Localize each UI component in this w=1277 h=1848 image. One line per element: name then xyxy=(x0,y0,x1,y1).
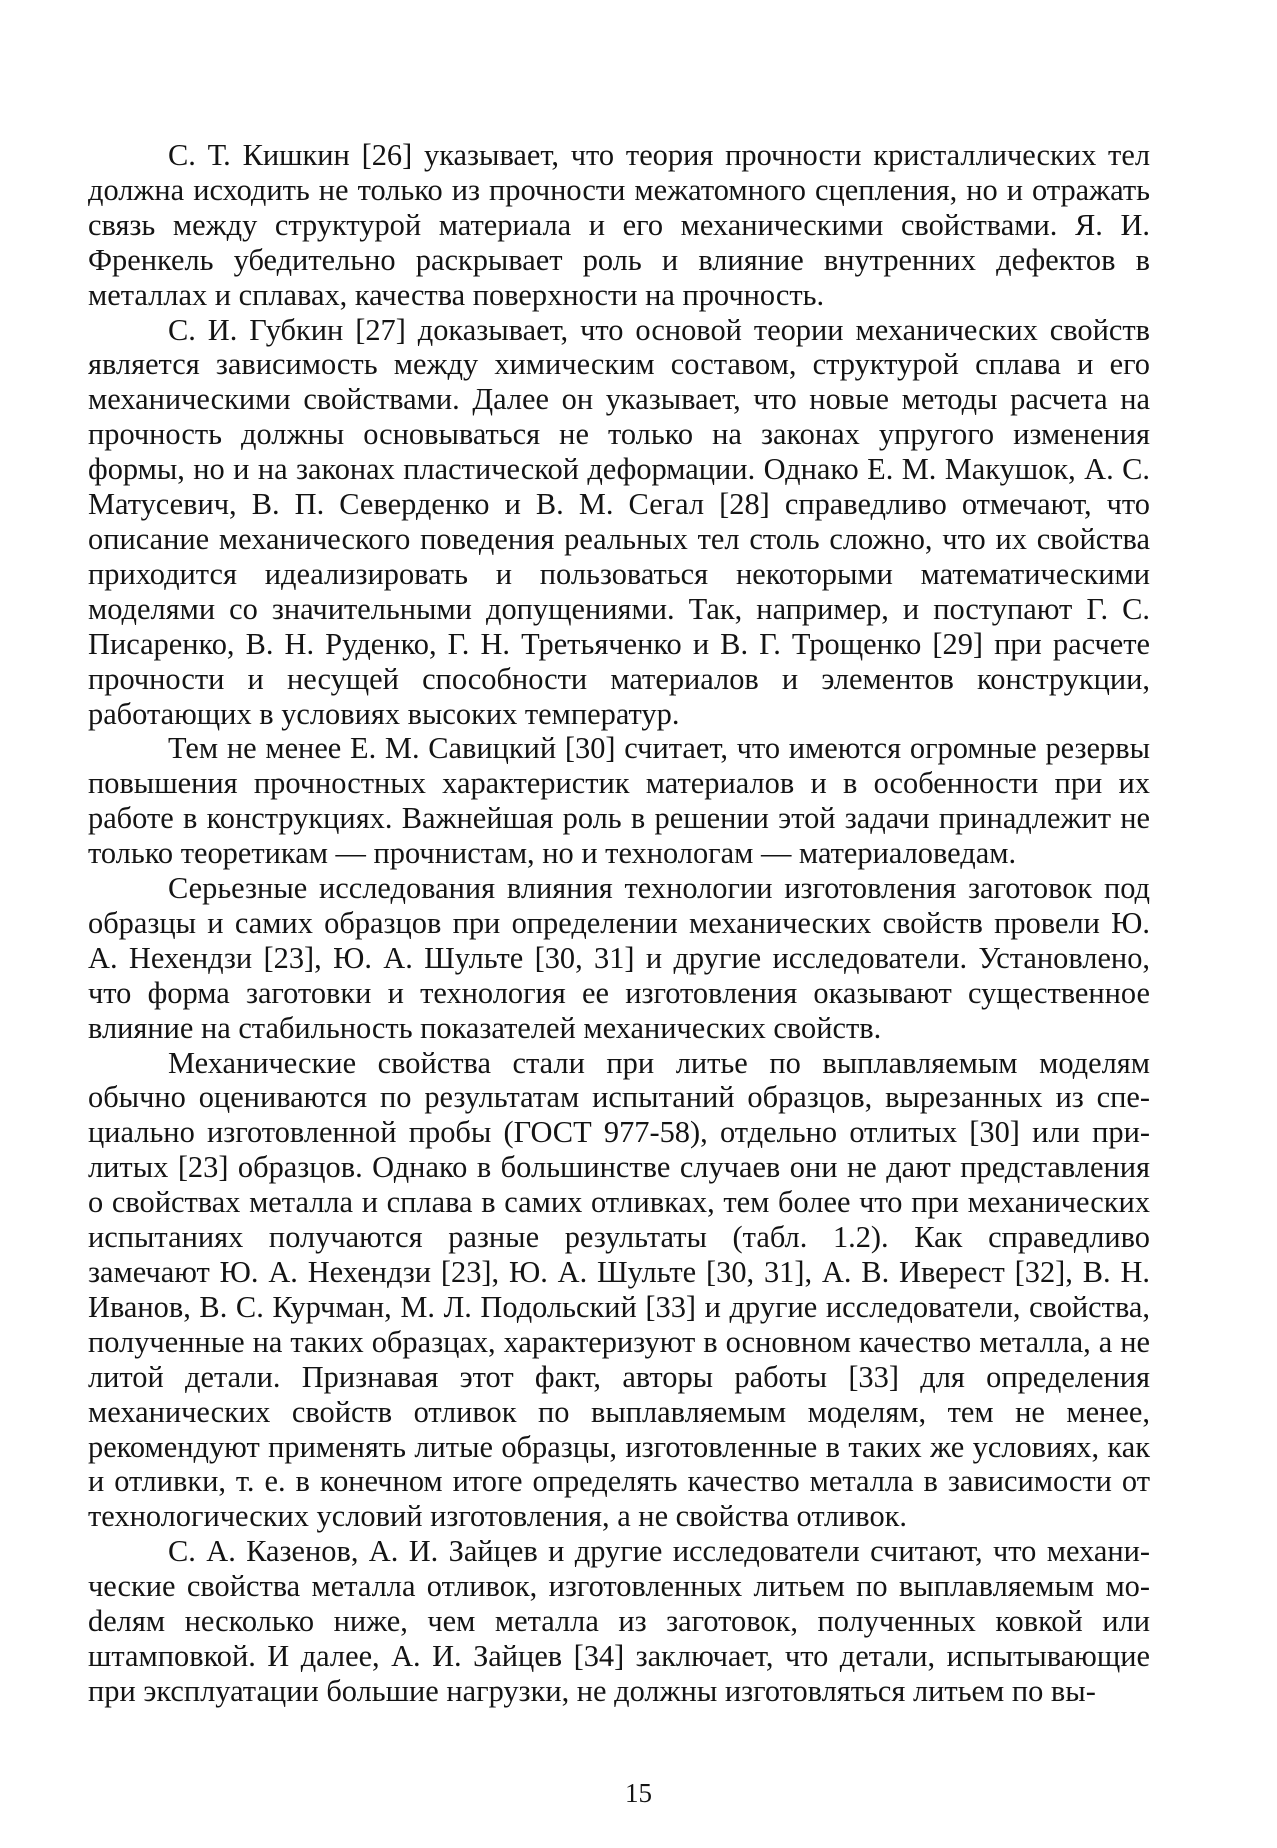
paragraph-gubkin: С. И. Губкин [27] доказывает, что основой теории механических свойств является зависимость между химическим составом, структурой сплава и его механическими свойствами. Далее он указывает, что новые методы расчета на прочность должны основываться не только на законах упругого изменения формы, но и на законах пластической деформации. Однако Е. М. Макушок, А. С. Матусевич, В. П. Северденко и В. М. Сегал [28] справедливо отмечают, что описание механического поведения реальных тел столь сложно, что их свойства приходится идеализировать и пользоваться некоторыми математическими моделями со значительными допущениями. Так, например, и поступают Г. С. Писаренко, В. Н. Руденко, Г. Н. Третьяченко и В. Г. Трощенко [29] при расчете прочности и несущей способности материалов и элементов конструкции, работающих в условиях высоких температур. xyxy=(88,312,1150,731)
page-number: 15 xyxy=(625,1778,652,1808)
paragraph-nekhendzi: Серьезные исследования влияния технологии изготовления заготовок под образцы и самих образцов при определении механических свойств провели Ю. А. Нехендзи [23], Ю. А. Шульте [30, 31] и другие исследователи. Установлено, что форма заготовки и технология ее изготовления оказывают существенное влияние на стабильность показателей механических свойств. xyxy=(88,871,1150,1045)
paragraph-mechanical-properties: Механические свойства стали при литье по выплавляемым моделям обычно оцениваются по результатам испытаний образцов, вырезанных из специально изготовленной пробы (ГОСТ 977-58), отдельно отлитых [30] или прилитых [23] образцов. Однако в большинстве случаев они не дают представления о свойствах металла и сплава в самих отливках, тем более что при механических испытаниях получаются разные результаты (табл. 1.2). Как справедливо замечают Ю. А. Нехендзи [23], Ю. А. Шульте [30, 31], А. В. Иверест [32], В. Н. Иванов, В. С. Курчман, М. Л. Подольский [33] и другие исследователи, свойства, полученные на таких образцах, характеризуют в основном качество металла, а не литой детали. Признавая этот факт, авторы работы [33] для определения механических свойств отливок по выплавляемым моделям, тем не менее, рекомендуют применять литые образцы, изготовленные в таких же условиях, как и отливки, т. е. в конечном итоге определять качество металла в зависимости от технологических условий изготовления, а не свойства отливок. xyxy=(88,1045,1150,1534)
body-text xyxy=(88,138,1150,1709)
paragraph-savitsky: Тем не менее Е. М. Савицкий [30] считает, что имеются огромные резервы повышения прочностных характеристик материалов и в особенности при их работе в конструкциях. Важнейшая роль в решении этой задачи принадлежит не только теоретикам — прочнистам, но и технологам — материаловедам. xyxy=(88,731,1150,871)
paragraph-kazenov: С. А. Казенов, А. И. Зайцев и другие исследователи считают, что механические свойства металла отливок, изготовленных литьем по выплавляемым моdелям несколько ниже, чем металла из заготовок, полученных ковкой или штамповкой. И далее, А. И. Зайцев [34] заключает, что детали, испытывающие при эксплуатации большие нагрузки, не должны изготовляться литьем по вы- xyxy=(88,1534,1150,1708)
paragraph-kishkin: С. Т. Кишкин [26] указывает, что теория прочности кристаллических тел должна исходить не только из прочности межатомного сцепления, но и отражать связь между структурой материала и его механическими свойствами. Я. И. Френкель убедительно раскрывает роль и влияние внутренних дефектов в металлах и сплавах, качества поверхности на прочность. xyxy=(88,138,1150,312)
